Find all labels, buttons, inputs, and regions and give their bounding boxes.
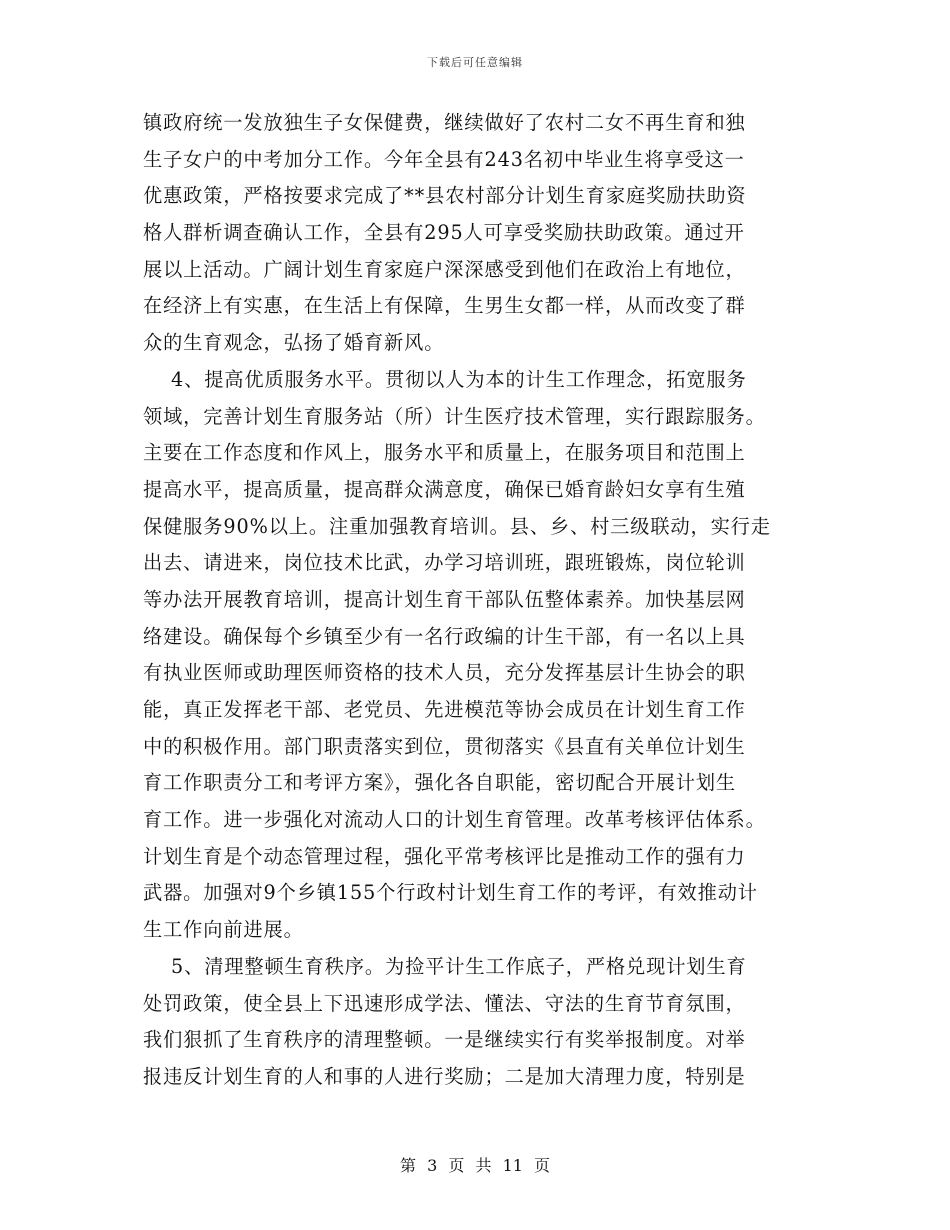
- text-line: 优惠政策，严格按要求完成了**县农村部分计划生育家庭奖励扶助资: [143, 184, 747, 208]
- footer-total-word: 共: [475, 1156, 492, 1175]
- text-line: 生工作向前进展。: [143, 918, 304, 942]
- text-line: 能，真正发挥老干部、老党员、先进模范等协会成员在计划生育工作: [143, 698, 746, 721]
- text-line: 展以上活动。广阔计划生育家庭户深深感受到他们在政治上有地位，: [143, 257, 746, 281]
- paragraph-start-line: 4、提高优质服务水平。贯彻以人为本的计生工作理念，拓宽服务: [171, 367, 747, 391]
- total-pages-number: 11: [502, 1156, 523, 1175]
- text-line: 有执业医师或助理医师资格的技术人员，充分发挥基层计生协会的职: [143, 661, 746, 685]
- text-line: 领域，完善计划生育服务站（所）计生医疗技术管理，实行跟踪服务。: [143, 404, 766, 428]
- text-line: 育工作。进一步强化对流动人口的计划生育管理。改革考核评估体系。: [143, 808, 766, 832]
- text-line: 中的积极作用。部门职责落实到位，贯彻落实《县直有关单位计划生: [143, 734, 746, 758]
- text-line: 保健服务90%以上。注重加强教育培训。县、乡、村三级联动，实行走: [143, 514, 771, 538]
- footer-prefix: 第: [399, 1156, 416, 1175]
- footer-suffix: 页: [534, 1156, 551, 1175]
- page-number-footer: [0, 1153, 950, 1176]
- text-line: 我们狠抓了生育秩序的清理整顿。一是继续实行有奖举报制度。对举: [143, 1028, 746, 1052]
- page-header: 下载后可任意编辑: [427, 56, 523, 69]
- text-line: 众的生育观念，弘扬了婚育新风。: [143, 331, 445, 355]
- current-page-number: 3: [427, 1156, 438, 1175]
- text-line: 武器。加强对9个乡镇155个行政村计划生育工作的考评，有效推动计: [143, 881, 758, 905]
- document-body: [143, 105, 807, 1096]
- text-line: 计划生育是个动态管理过程，强化平常考核评比是推动工作的强有力: [143, 844, 746, 868]
- footer-page-word: 页: [448, 1156, 465, 1175]
- text-line: 提高水平，提高质量，提高群众满意度，确保已婚育龄妇女享有生殖: [143, 477, 746, 501]
- text-line: 育工作职责分工和考评方案》，强化各自职能，密切配合开展计划生: [143, 771, 737, 795]
- text-line: 格人群析调查确认工作，全县有295人可享受奖励扶助政策。通过开: [143, 221, 745, 245]
- text-line: 在经济上有实惠，在生活上有保障，生男生女都一样，从而改变了群: [143, 294, 746, 318]
- text-line: 报违反计划生育的人和事的人进行奖励；二是加大清理力度，特别是: [143, 1064, 746, 1088]
- text-line: 等办法开展教育培训，提高计划生育干部队伍整体素养。加快基层网: [143, 587, 746, 611]
- text-line: 镇政府统一发放独生子女保健费，继续做好了农村二女不再生育和独: [143, 111, 746, 134]
- paragraph-start-line: 5、清理整顿生育秩序。为捡平计生工作底子，严格兑现计划生育: [171, 954, 747, 978]
- text-line: 主要在工作态度和作风上，服务水平和质量上，在服务项目和范围上: [143, 441, 746, 465]
- text-line: 络建设。确保每个乡镇至少有一名行政编的计生干部，有一名以上具: [143, 624, 746, 648]
- text-line: 出去、请进来，岗位技术比武，办学习培训班，跟班锻炼，岗位轮训: [143, 551, 746, 575]
- text-line: 生子女户的中考加分工作。今年全县有243名初中毕业生将享受这一: [143, 147, 745, 171]
- text-line: 处罚政策，使全县上下迅速形成学法、懂法、守法的生育节育氛围，: [143, 991, 746, 1015]
